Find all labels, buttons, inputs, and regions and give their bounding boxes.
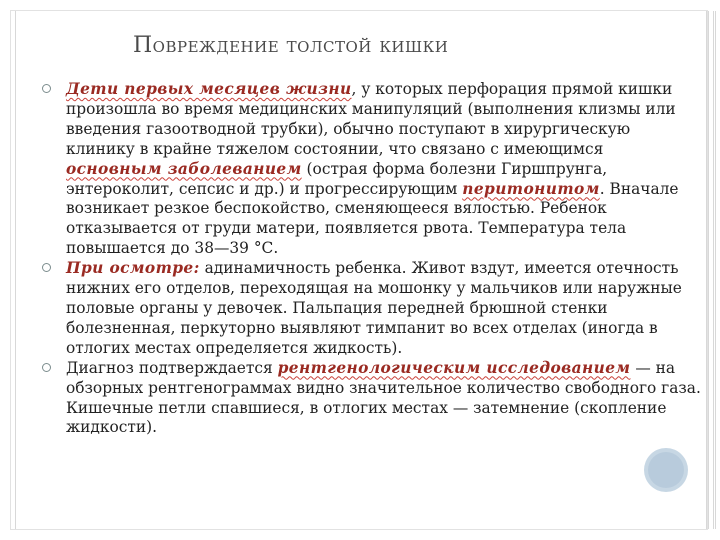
circle-bullet-icon [42, 84, 51, 93]
circle-bullet-icon [42, 263, 51, 272]
list-item [42, 359, 702, 439]
emphasis-text: Дети первых месяцев жизни [66, 80, 352, 98]
body-text: — на обзорных рентгенограммах видно значительное количество свободного газа. Кишечные петли спавшиеся, в отлогих местах — затемнение (скопление жидкости). [66, 358, 701, 437]
right-border-line [706, 11, 709, 529]
body-text: , у которых перфорация прямой кишки произошла во время медицинских манипуляций (выполнения клизмы или введения газоотводной трубки), обычно поступают в хирургическую клинику в крайне тяжелом состоянии, что связано с имеющимся [66, 80, 676, 158]
list-item [42, 259, 702, 359]
circle-bullet-icon [42, 363, 51, 372]
body-text: (острая форма болезни Гиршпрунга, энтероколит, сепсис и др.) и прогрессирующим [66, 159, 608, 198]
emphasis-text: При осмотре: [66, 259, 200, 278]
slide-title: Повреждение толстой кишки [133, 33, 449, 58]
emphasis-text: основным заболеванием [66, 159, 302, 178]
body-text: . Вначале возникает резкое беспокойство, сменяющееся вялостью. Ребенок отказывается от груди матери, появляется рвота. Температура тела повышается до 38—39 °С. [66, 179, 679, 258]
emphasis-text: рентгенологическим исследованием [277, 358, 631, 377]
emphasis-text: перитонитом [462, 179, 600, 198]
decorative-circle [644, 448, 688, 492]
left-border-line [15, 11, 17, 529]
body-text: адинамичность ребенка. Живот вздут, имеется отечность нижних его отделов, переходящая на мошонку у мальчиков или наружные половые органы у девочек. Пальпация передней брюшной стенки болезненная, перкуторно выявляют тимпанит во всех отделах (иногда в отлогих местах определяется жидкость). [66, 259, 682, 357]
right-border-line-outer [713, 11, 716, 529]
list-item [42, 80, 702, 259]
body-text: Диагноз подтверждается [66, 358, 278, 377]
bullet-list [42, 80, 702, 438]
